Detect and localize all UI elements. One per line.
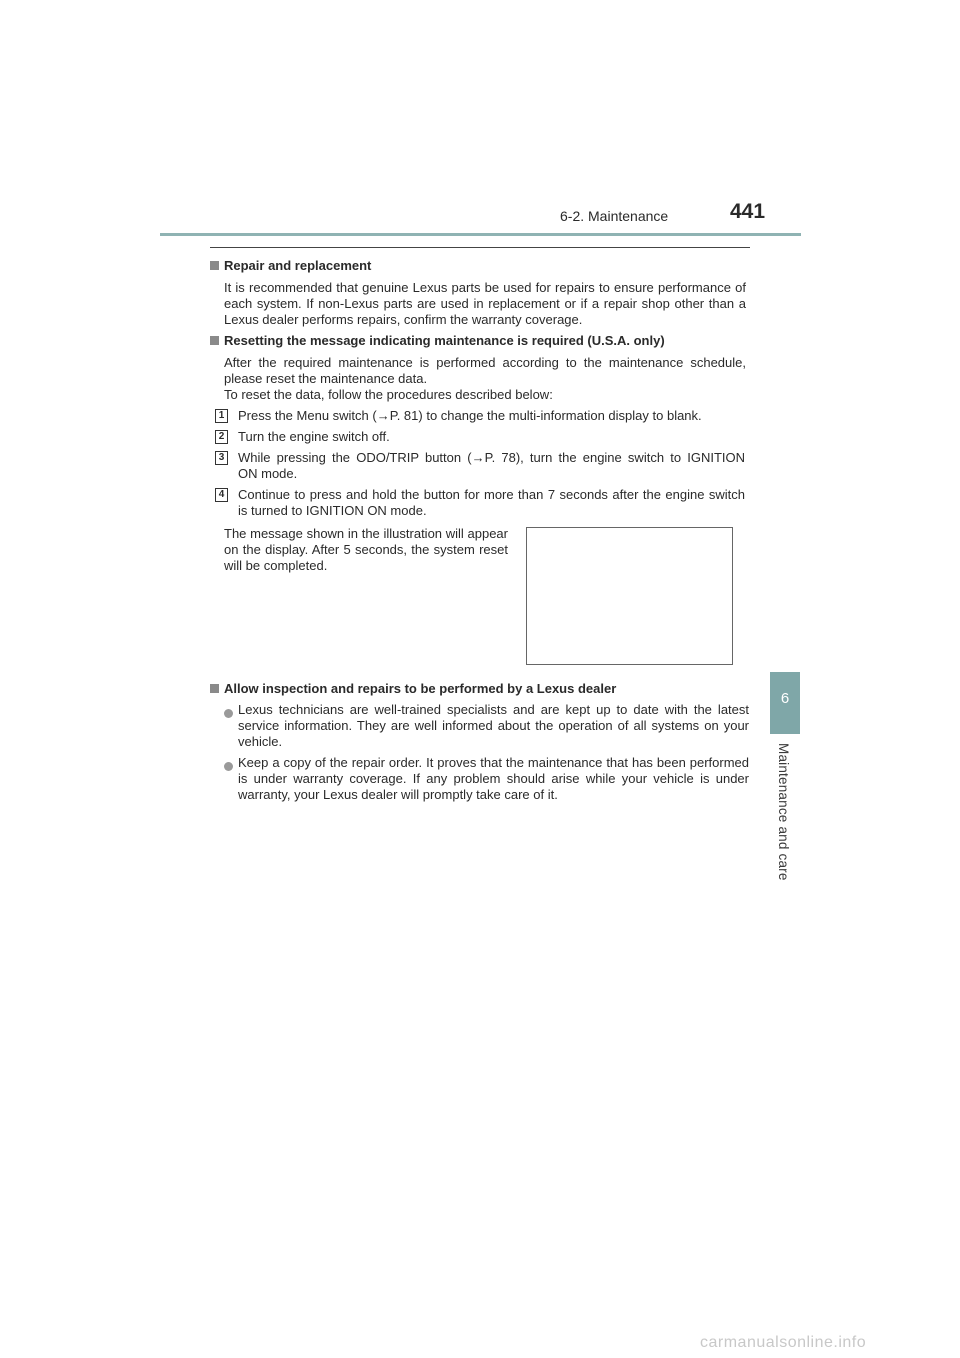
display-illustration bbox=[526, 527, 733, 665]
heading-repair bbox=[210, 258, 371, 273]
step-number-box: 4 bbox=[215, 488, 228, 502]
step-text-continued: is turned to IGNITION ON mode. bbox=[238, 503, 427, 518]
chapter-number: 6 bbox=[780, 690, 790, 707]
resetting-intro-2: please reset the maintenance data. bbox=[224, 371, 428, 386]
reset-message-text: The message shown in the illustration will appear on the display. After 5 seconds, the system reset will be completed. bbox=[224, 526, 508, 573]
content-divider bbox=[210, 247, 750, 248]
chapter-title bbox=[770, 743, 800, 893]
header-divider bbox=[160, 233, 801, 236]
bullet-dot-icon bbox=[224, 705, 233, 723]
heading-repair-text: Repair and replacement bbox=[224, 258, 372, 273]
inspection-bullet: Lexus technicians are well-trained specialists and are kept up to date with the latest service information. They are well informed about the operation of all systems on your vehicle. bbox=[238, 702, 749, 749]
heading-resetting-text: Resetting the message indicating maintenance is required (U.S.A. only) bbox=[224, 333, 665, 348]
step-text: Press the Menu switch (→P. 81) to change the multi-information display to blank. bbox=[238, 408, 702, 423]
inspection-bullet: Keep a copy of the repair order. It proves that the maintenance that has been performed is under warranty coverage. If any problem should arise while your vehicle is under warranty, your Lexus dealer will promptly take care of it. bbox=[238, 755, 749, 802]
section-title: 6-2. Maintenance bbox=[560, 208, 669, 224]
step-text: Continue to press and hold the button for more than 7 seconds after the engine switch bbox=[238, 487, 745, 502]
step-number-box: 1 bbox=[215, 409, 228, 423]
footer-watermark: carmanualsonline.info bbox=[700, 1334, 867, 1351]
chapter-title-text: Maintenance and care bbox=[776, 743, 791, 881]
resetting-intro-3: To reset the data, follow the procedures described below: bbox=[224, 387, 553, 402]
step-number-box: 2 bbox=[215, 430, 228, 444]
heading-inspection bbox=[210, 681, 616, 696]
step-text: Turn the engine switch off. bbox=[238, 429, 390, 444]
resetting-intro-1: After the required maintenance is performed according to the maintenance schedule, bbox=[224, 355, 746, 370]
step-text-continued: ON mode. bbox=[238, 466, 298, 481]
heading-inspection-text: Allow inspection and repairs to be performed by a Lexus dealer bbox=[224, 681, 617, 696]
square-bullet-icon bbox=[210, 684, 219, 693]
bullet-dot-icon bbox=[224, 758, 233, 776]
step-text: While pressing the ODO/TRIP button (→P. 78), turn the engine switch to IGNITION bbox=[238, 450, 745, 465]
square-bullet-icon bbox=[210, 261, 219, 270]
heading-resetting bbox=[210, 333, 665, 348]
repair-body: It is recommended that genuine Lexus parts be used for repairs to ensure performance of each system. If non-Lexus parts are used in replacement or if a repair shop other than a Lexus dealer performs repairs, confirm the warranty coverage. bbox=[224, 280, 746, 327]
page-number: 441 bbox=[730, 200, 766, 223]
square-bullet-icon bbox=[210, 336, 219, 345]
step-number-box: 3 bbox=[215, 451, 228, 465]
